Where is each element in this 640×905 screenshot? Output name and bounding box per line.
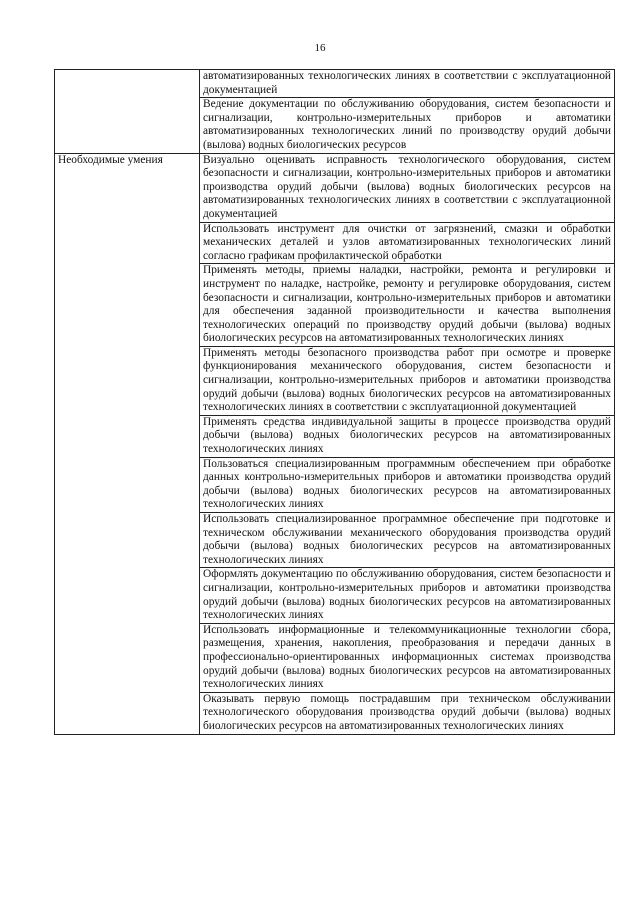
table-cell: Использовать информационные и телекоммуникационные технологии сбора, размещения, хранения, накопления, преобразования и передачи данных в профессионально-ориентированных информационных системах производства орудий добычи (вылова) водных биологических ресурсов на автоматизированных технологических линиях: [200, 623, 615, 692]
table-cell: Визуально оценивать исправность технологического оборудования, систем безопасности и сигнализации, контрольно-измерительных приборов и автоматики производства орудий добычи (вылова) водных биологических ресурсов на автоматизированных технологических линиях в соответствии с эксплуатационной документацией: [200, 153, 615, 222]
row-label: [55, 70, 200, 154]
table-cell: автоматизированных технологических линиях в соответствии с эксплуатационной документацией: [200, 70, 615, 98]
table-cell: Применять методы, приемы наладки, настройки, ремонта и регулировки и инструмент по наладке, настройке, ремонту и регулировке оборудования, систем безопасности и сигнализации, контрольно-измерительных приборов и автоматики для обеспечения заданной производительности и качества выполнения технологических операций по производству орудий добычи (вылова) водных биологических ресурсов на автоматизированных технологических линиях: [200, 264, 615, 347]
table-cell: Ведение документации по обслуживанию оборудования, систем безопасности и сигнализации, контрольно-измерительных приборов и автоматики автоматизированных технологических линий по производству орудий добычи (вылова) водных биологических ресурсов: [200, 98, 615, 153]
table-row: [55, 70, 615, 98]
table-cell: Оформлять документацию по обслуживанию оборудования, систем безопасности и сигнализации, контрольно-измерительных приборов и автоматики производства орудий добычи (вылова) водных биологических ресурсов на автоматизированных технологических линиях: [200, 568, 615, 623]
table-cell: Использовать инструмент для очистки от загрязнений, смазки и обработки механических деталей и узлов автоматизированных технологических линий согласно графикам профилактической обработки: [200, 222, 615, 264]
table-cell: Применять методы безопасного производства работ при осмотре и проверке функционирования механического оборудования, систем безопасности и сигнализации, контрольно-измерительных приборов и автоматики производства орудий добычи (вылова) водных биологических ресурсов на автоматизированных технологических линиях в соответствии с эксплуатационной документацией: [200, 346, 615, 415]
table-cell: Применять средства индивидуальной защиты в процессе производства орудий добычи (вылова) водных биологических ресурсов на автоматизированных технологических линиях: [200, 415, 615, 457]
page-number: 16: [314, 42, 326, 54]
table-row: [55, 153, 615, 222]
requirements-table: [54, 69, 615, 735]
row-label-required-skills: Необходимые умения: [55, 153, 200, 734]
table-cell: Оказывать первую помощь пострадавшим при техническом обслуживании технологического оборудования производства орудий добычи (вылова) водных биологических ресурсов на автоматизированных технологических линиях: [200, 692, 615, 734]
table-cell: Пользоваться специализированным программным обеспечением при обработке данных контрольно-измерительных приборов и автоматики производства орудий добычи (вылова) водных биологических ресурсов на автоматизированных технологических линиях: [200, 457, 615, 512]
table-cell: Использовать специализированное программное обеспечение при подготовке и техническом обслуживании механического оборудования производства орудий добычи (вылова) водных биологических ресурсов на автоматизированных технологических линиях: [200, 513, 615, 568]
